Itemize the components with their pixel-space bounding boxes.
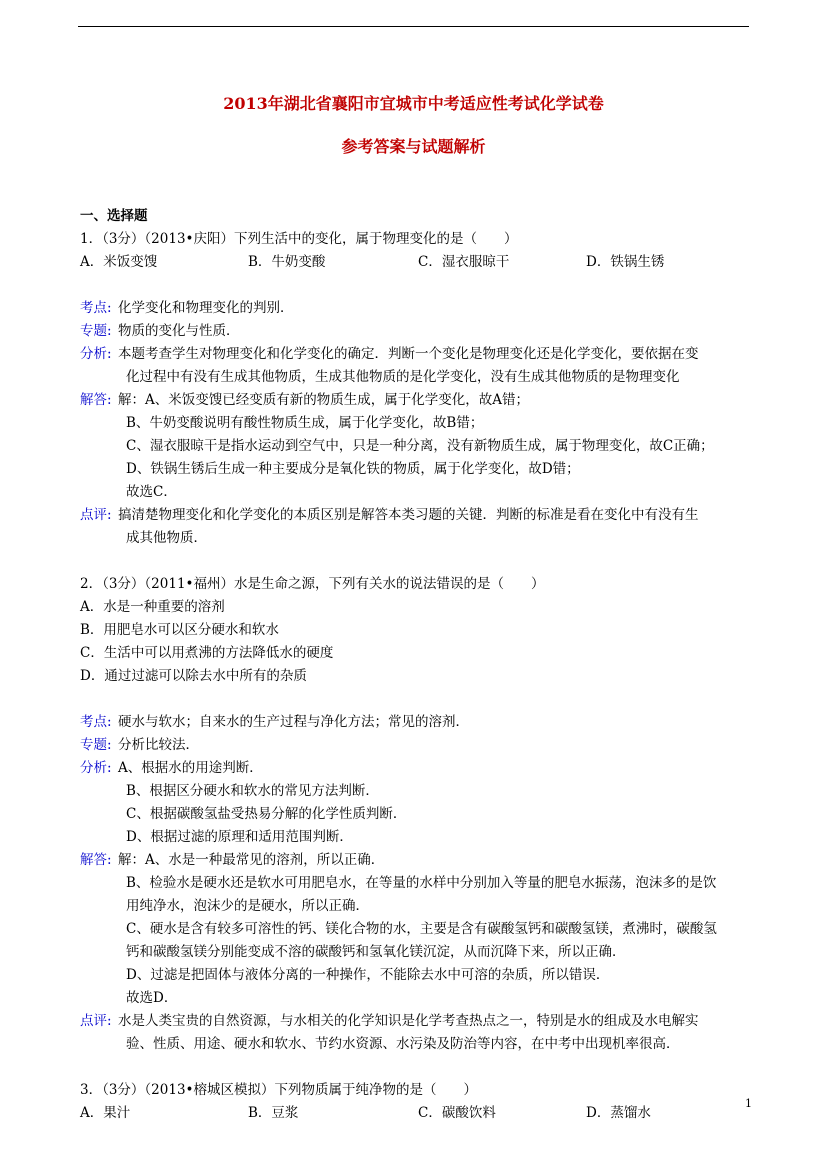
q1-option-c: C．湿衣服晾干: [418, 254, 510, 270]
q2-jieda: 解答: 解：A、水是一种最常见的溶剂，所以正确．: [80, 849, 760, 872]
q1-dianping: 点评: 搞清楚物理变化和化学变化的本质区别是解答本类习题的关键．判断的标准是看在变化中有没有生: [80, 504, 760, 527]
q2-option-c: C．生活中可以用煮沸的方法降低水的硬度: [80, 645, 334, 661]
kaodian-label: 考点:: [80, 300, 112, 316]
q1-kaodian: 考点: 化学变化和物理变化的判别．: [80, 297, 760, 320]
q1-jieda: 解答: 解：A、米饭变馊已经变质有新的物质生成，属于化学变化，故A错；: [80, 389, 760, 412]
q3-option-c: C．碳酸饮料: [418, 1105, 496, 1121]
kaodian-label: 考点:: [80, 714, 112, 730]
q3-option-b: B．豆浆: [248, 1105, 299, 1121]
section-heading: 一、选择题: [80, 208, 148, 224]
jieda-label: 解答:: [80, 852, 112, 868]
document-body: 一、选择题 1．（3分）（2013•庆阳）下列生活中的变化，属于物理变化的是（ ） A．米饭变馊 B．牛奶变酸 C．湿衣服晾干 D．铁锅生锈 考点: 化学变化和物理变化的判别． 专题: 物质的变化与性质． 分析: 本题考查学生对物理变化和化学变化的确定．判断一个变化是物理变化还是化学变化，要依据在变 化过程中有没有生成其他物质，生成其他物质的是化学变化，没有生成其他物质的是物理变化 解答: 解：A、米饭变馊已经变质有新的物质生成，属于化学变化，故A错； B、牛奶变酸说明有酸性物质生成，属于化学变化，故B错； C、湿衣服晾干是指水运动到空气中，只是一种分离，没有新物质生成，属于物理变化，故C正确； D、铁锅生锈后生成一种主要成分是氧化铁的物质，属于化学变化，故D错； 故选C． 点评: 搞清楚物理变化和化学变化的本质区别是解答本类习题的关键．判断的标准是看在变化中有没有生 成其他物质． 2．（3分）（2011•福州）水是生命之源，下列有关水的说法错误的是（ ） A．水是一种重要的溶剂 B．用肥皂水可以区分硬水和软水 C．生活中可以用煮沸的方法降低水的硬度 D．通过过滤可以除去水中所有的杂质 考点: 硬水与软水；自来水的生产过程与净化方法；常见的溶剂． 专题: 分析比较法． 分析: A、根据水的用途判断． B、根据区分硬水和软水的常见方法判断． C、根据碳酸氢盐受热易分解的化学性质判断． D、根据过滤的原理和适用范围判断． 解答: 解：A、水是一种最常见的溶剂，所以正确． B、检验水是硬水还是软水可用肥皂水，在等量的水样中分别加入等量的肥皂水振荡，泡沫多的是饮 用纯净水，泡沫少的是硬水，所以正确． C、硬水是含有较多可溶性的钙、镁化合物的水，主要是含有碳酸氢钙和碳酸氢镁，煮沸时，碳酸氢 钙和碳酸氢镁分别能变成不溶的碳酸钙和氢氧化镁沉淀，从而沉降下来，所以正确． D、过滤是把固体与液体分离的一种操作，不能除去水中可溶的杂质，所以错误． 故选D． 点评: 水是人类宝贵的自然资源，与水相关的化学知识是化学考查热点之一，特别是水的组成及水电解实 验、性质、用途、硬水和软水、节约水资源、水污染及防治等内容，在中考中出现机率很高． 3．（3分）（2013•榕城区模拟）下列物质属于纯净物的是（ ） A．果汁 B．豆浆 C．碳酸饮料 D．蒸馏水: [80, 205, 760, 1125]
document-title: 2013年湖北省襄阳市宜城市中考适应性考试化学试卷: [223, 94, 604, 113]
zhuanti-label: 专题:: [80, 323, 112, 339]
q1-option-b: B．牛奶变酸: [248, 254, 326, 270]
q1-option-d: D．铁锅生锈: [586, 254, 665, 270]
q2-dianping: 点评: 水是人类宝贵的自然资源，与水相关的化学知识是化学考查热点之一，特别是水的组成及水电解实: [80, 1010, 760, 1033]
q2-option-a: A．水是一种重要的溶剂: [80, 599, 225, 615]
dianping-label: 点评:: [80, 1013, 112, 1029]
q2-option-b: B．用肥皂水可以区分硬水和软水: [80, 622, 279, 638]
zhuanti-label: 专题:: [80, 737, 112, 753]
q2-stem: 2．（3分）（2011•福州）水是生命之源，下列有关水的说法错误的是（ ）: [80, 576, 545, 592]
page-number: 1: [745, 1097, 752, 1110]
fenxi-label: 分析:: [80, 760, 112, 776]
q3-options: [80, 1102, 760, 1125]
header-rule: [78, 26, 749, 27]
dianping-label: 点评:: [80, 507, 112, 523]
q2-kaodian: 考点: 硬水与软水；自来水的生产过程与净化方法；常见的溶剂．: [80, 711, 760, 734]
q3-option-d: D．蒸馏水: [586, 1105, 651, 1121]
document-subtitle: 参考答案与试题解析: [341, 137, 486, 156]
q1-fenxi: 分析: 本题考查学生对物理变化和化学变化的确定．判断一个变化是物理变化还是化学变化，要依据在变: [80, 343, 760, 366]
q1-zhuanti: 专题: 物质的变化与性质．: [80, 320, 760, 343]
q1-options: [80, 251, 760, 274]
q1-stem: 1．（3分）（2013•庆阳）下列生活中的变化，属于物理变化的是（ ）: [80, 231, 518, 247]
fenxi-label: 分析:: [80, 346, 112, 362]
q3-stem: 3．（3分）（2013•榕城区模拟）下列物质属于纯净物的是（ ）: [80, 1082, 477, 1098]
q3-option-a: A．果汁: [80, 1105, 131, 1121]
q2-option-d: D．通过过滤可以除去水中所有的杂质: [80, 668, 307, 684]
q2-fenxi: 分析: A、根据水的用途判断．: [80, 757, 760, 780]
jieda-label: 解答:: [80, 392, 112, 408]
q1-option-a: A．米饭变馊: [80, 254, 158, 270]
q2-zhuanti: 专题: 分析比较法．: [80, 734, 760, 757]
